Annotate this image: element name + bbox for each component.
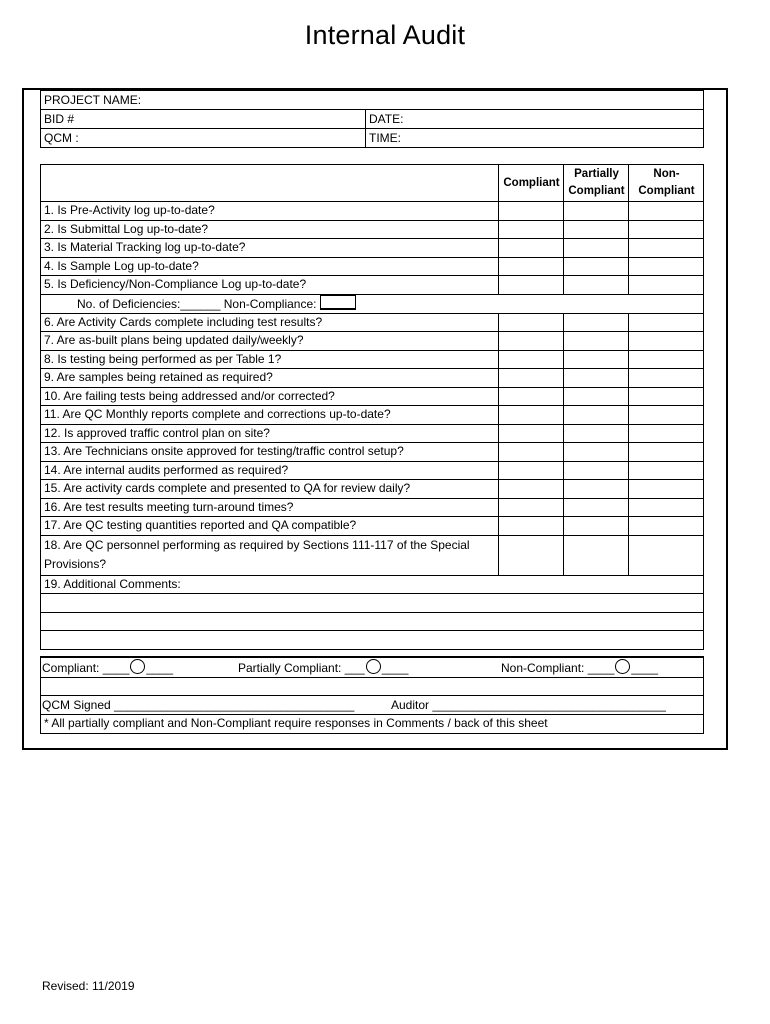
compliant-column-header: Compliant bbox=[499, 165, 564, 202]
compliant-checkbox[interactable] bbox=[499, 498, 564, 517]
table-row bbox=[41, 406, 704, 425]
question-text: 5. Is Deficiency/Non-Compliance Log up-to-date? bbox=[41, 276, 499, 295]
question-text: 13. Are Technicians onsite approved for testing/traffic control setup? bbox=[41, 443, 499, 462]
table-row bbox=[41, 461, 704, 480]
question-text: 15. Are activity cards complete and presented to QA for review daily? bbox=[41, 480, 499, 499]
non-compliance-count-input[interactable] bbox=[320, 295, 356, 310]
non-compliant-checkbox[interactable] bbox=[629, 220, 704, 239]
overall-compliant-tail: ____ bbox=[146, 661, 174, 675]
table-row bbox=[41, 369, 704, 388]
partially-compliant-checkbox[interactable] bbox=[564, 480, 629, 499]
non-compliant-checkbox[interactable] bbox=[629, 202, 704, 221]
overall-non-label: Non-Compliant: ____ bbox=[501, 661, 615, 675]
table-row bbox=[41, 498, 704, 517]
bid-field[interactable] bbox=[41, 110, 366, 129]
partially-compliant-checkbox[interactable] bbox=[564, 350, 629, 369]
question-text bbox=[41, 535, 499, 575]
table-row bbox=[41, 220, 704, 239]
partially-compliant-checkbox[interactable] bbox=[564, 276, 629, 295]
non-compliant-checkbox[interactable] bbox=[629, 332, 704, 351]
project-name-label: PROJECT NAME: bbox=[44, 92, 142, 107]
compliant-checkbox[interactable] bbox=[499, 535, 564, 575]
non-compliant-checkbox[interactable] bbox=[629, 480, 704, 499]
comments-line[interactable] bbox=[41, 594, 704, 613]
date-label: DATE: bbox=[369, 111, 404, 126]
time-label: TIME: bbox=[369, 130, 401, 145]
compliant-checkbox[interactable] bbox=[499, 220, 564, 239]
compliant-checkbox[interactable] bbox=[499, 424, 564, 443]
page-title: Internal Audit bbox=[304, 20, 466, 50]
overall-partial-option[interactable] bbox=[238, 659, 408, 677]
date-field[interactable] bbox=[366, 110, 704, 129]
question-18-line2: Provisions? bbox=[44, 557, 107, 571]
compliant-checkbox[interactable] bbox=[499, 276, 564, 295]
partially-compliant-checkbox[interactable] bbox=[564, 424, 629, 443]
compliant-checkbox[interactable] bbox=[499, 387, 564, 406]
partially-compliant-checkbox[interactable] bbox=[564, 517, 629, 536]
compliant-checkbox[interactable] bbox=[499, 257, 564, 276]
signatures-row bbox=[41, 696, 704, 715]
overall-compliant-option[interactable] bbox=[42, 659, 173, 677]
compliant-checkbox[interactable] bbox=[499, 480, 564, 499]
revision-date: Revised: 11/2019 bbox=[42, 979, 135, 993]
compliant-checkbox[interactable] bbox=[499, 313, 564, 332]
overall-partial-tail: ____ bbox=[381, 661, 409, 675]
bid-label: BID # bbox=[44, 111, 75, 126]
compliant-checkbox[interactable] bbox=[499, 369, 564, 388]
comments-line[interactable] bbox=[41, 612, 704, 631]
partially-compliant-column-header: Partially Compliant bbox=[564, 165, 629, 202]
non-compliant-checkbox[interactable] bbox=[629, 257, 704, 276]
partially-compliant-checkbox[interactable] bbox=[564, 406, 629, 425]
table-row bbox=[41, 535, 704, 575]
partially-compliant-checkbox[interactable] bbox=[564, 387, 629, 406]
table-row bbox=[41, 313, 704, 332]
non-compliant-checkbox[interactable] bbox=[629, 276, 704, 295]
partial-radio-icon[interactable] bbox=[366, 659, 381, 674]
project-info-table bbox=[40, 90, 704, 148]
comments-row bbox=[41, 575, 704, 594]
audit-checklist-table bbox=[40, 164, 704, 650]
compliant-checkbox[interactable] bbox=[499, 350, 564, 369]
question-text: 12. Is approved traffic control plan on site? bbox=[41, 424, 499, 443]
footnote: * All partially compliant and Non-Compliant require responses in Comments / back of this sheet bbox=[41, 715, 704, 734]
table-row bbox=[41, 424, 704, 443]
table-row bbox=[41, 517, 704, 536]
non-compliant-checkbox[interactable] bbox=[629, 517, 704, 536]
partially-compliant-checkbox[interactable] bbox=[564, 257, 629, 276]
compliant-checkbox[interactable] bbox=[499, 202, 564, 221]
question-text: 11. Are QC Monthly reports complete and corrections up-to-date? bbox=[41, 406, 499, 425]
table-row bbox=[41, 202, 704, 221]
overall-partial-label: Partially Compliant: ___ bbox=[238, 661, 365, 675]
non-compliant-checkbox[interactable] bbox=[629, 369, 704, 388]
question-18-line1: 18. Are QC personnel performing as required by Sections 111-117 of the Special bbox=[44, 538, 470, 552]
non-compliant-checkbox[interactable] bbox=[629, 443, 704, 462]
table-row bbox=[41, 443, 704, 462]
non-compliant-checkbox[interactable] bbox=[629, 239, 704, 258]
question-text: 2. Is Submittal Log up-to-date? bbox=[41, 220, 499, 239]
non-compliant-checkbox[interactable] bbox=[629, 313, 704, 332]
comments-label: 19. Additional Comments: bbox=[41, 575, 704, 594]
table-row bbox=[41, 332, 704, 351]
overall-rating-row bbox=[41, 657, 704, 677]
compliant-radio-icon[interactable] bbox=[130, 659, 145, 674]
partially-compliant-checkbox[interactable] bbox=[564, 461, 629, 480]
question-text: 1. Is Pre-Activity log up-to-date? bbox=[41, 202, 499, 221]
question-text: 17. Are QC testing quantities reported and QA compatible? bbox=[41, 517, 499, 536]
compliant-checkbox[interactable] bbox=[499, 239, 564, 258]
non-compliant-column-header: Non-Compliant bbox=[629, 165, 704, 202]
table-row bbox=[41, 480, 704, 499]
partially-compliant-checkbox[interactable] bbox=[564, 202, 629, 221]
blank-row bbox=[41, 677, 704, 696]
question-header-cell bbox=[41, 165, 499, 202]
compliant-checkbox[interactable] bbox=[499, 517, 564, 536]
question-text: 4. Is Sample Log up-to-date? bbox=[41, 257, 499, 276]
deficiencies-row bbox=[41, 294, 704, 313]
overall-non-tail: ____ bbox=[631, 661, 659, 675]
question-text: 14. Are internal audits performed as required? bbox=[41, 461, 499, 480]
partially-compliant-checkbox[interactable] bbox=[564, 443, 629, 462]
partially-compliant-checkbox[interactable] bbox=[564, 220, 629, 239]
table-row bbox=[41, 387, 704, 406]
question-text: 9. Are samples being retained as required? bbox=[41, 369, 499, 388]
compliant-checkbox[interactable] bbox=[499, 406, 564, 425]
compliant-checkbox[interactable] bbox=[499, 443, 564, 462]
partially-compliant-checkbox[interactable] bbox=[564, 313, 629, 332]
non-compliant-checkbox[interactable] bbox=[629, 535, 704, 575]
question-text: 6. Are Activity Cards complete including test results? bbox=[41, 313, 499, 332]
question-text: 16. Are test results meeting turn-around times? bbox=[41, 498, 499, 517]
table-row bbox=[41, 257, 704, 276]
qcm-field[interactable] bbox=[41, 129, 366, 148]
non-compliant-radio-icon[interactable] bbox=[615, 659, 630, 674]
deficiencies-cell bbox=[41, 294, 704, 313]
non-compliant-checkbox[interactable] bbox=[629, 406, 704, 425]
non-compliant-checkbox[interactable] bbox=[629, 424, 704, 443]
project-name-field[interactable] bbox=[41, 91, 704, 110]
question-text: 10. Are failing tests being addressed and/or corrected? bbox=[41, 387, 499, 406]
overall-non-compliant-option[interactable] bbox=[501, 659, 658, 677]
non-compliant-checkbox[interactable] bbox=[629, 387, 704, 406]
partially-compliant-checkbox[interactable] bbox=[564, 332, 629, 351]
qcm-label: QCM : bbox=[44, 130, 79, 145]
partially-compliant-checkbox[interactable] bbox=[564, 239, 629, 258]
partially-compliant-checkbox[interactable] bbox=[564, 369, 629, 388]
table-row bbox=[41, 276, 704, 295]
qcm-signature-field[interactable]: QCM Signed ____________________________________ bbox=[42, 698, 355, 712]
comments-line[interactable] bbox=[41, 631, 704, 650]
table-row bbox=[41, 350, 704, 369]
question-text: 8. Is testing being performed as per Table 1? bbox=[41, 350, 499, 369]
time-field[interactable] bbox=[366, 129, 704, 148]
partially-compliant-checkbox[interactable] bbox=[564, 498, 629, 517]
rating-signoff-table bbox=[40, 656, 704, 734]
auditor-signature-field[interactable]: Auditor ___________________________________ bbox=[391, 698, 666, 712]
non-compliant-checkbox[interactable] bbox=[629, 461, 704, 480]
overall-compliant-label: Compliant: ____ bbox=[42, 661, 130, 675]
question-text: 3. Is Material Tracking log up-to-date? bbox=[41, 239, 499, 258]
non-compliant-checkbox[interactable] bbox=[629, 350, 704, 369]
partially-compliant-checkbox[interactable] bbox=[564, 535, 629, 575]
non-compliant-checkbox[interactable] bbox=[629, 498, 704, 517]
deficiencies-label: No. of Deficiencies:______ Non-Compliance: bbox=[77, 296, 317, 311]
compliant-checkbox[interactable] bbox=[499, 332, 564, 351]
table-row bbox=[41, 239, 704, 258]
compliant-checkbox[interactable] bbox=[499, 461, 564, 480]
question-text: 7. Are as-built plans being updated daily/weekly? bbox=[41, 332, 499, 351]
